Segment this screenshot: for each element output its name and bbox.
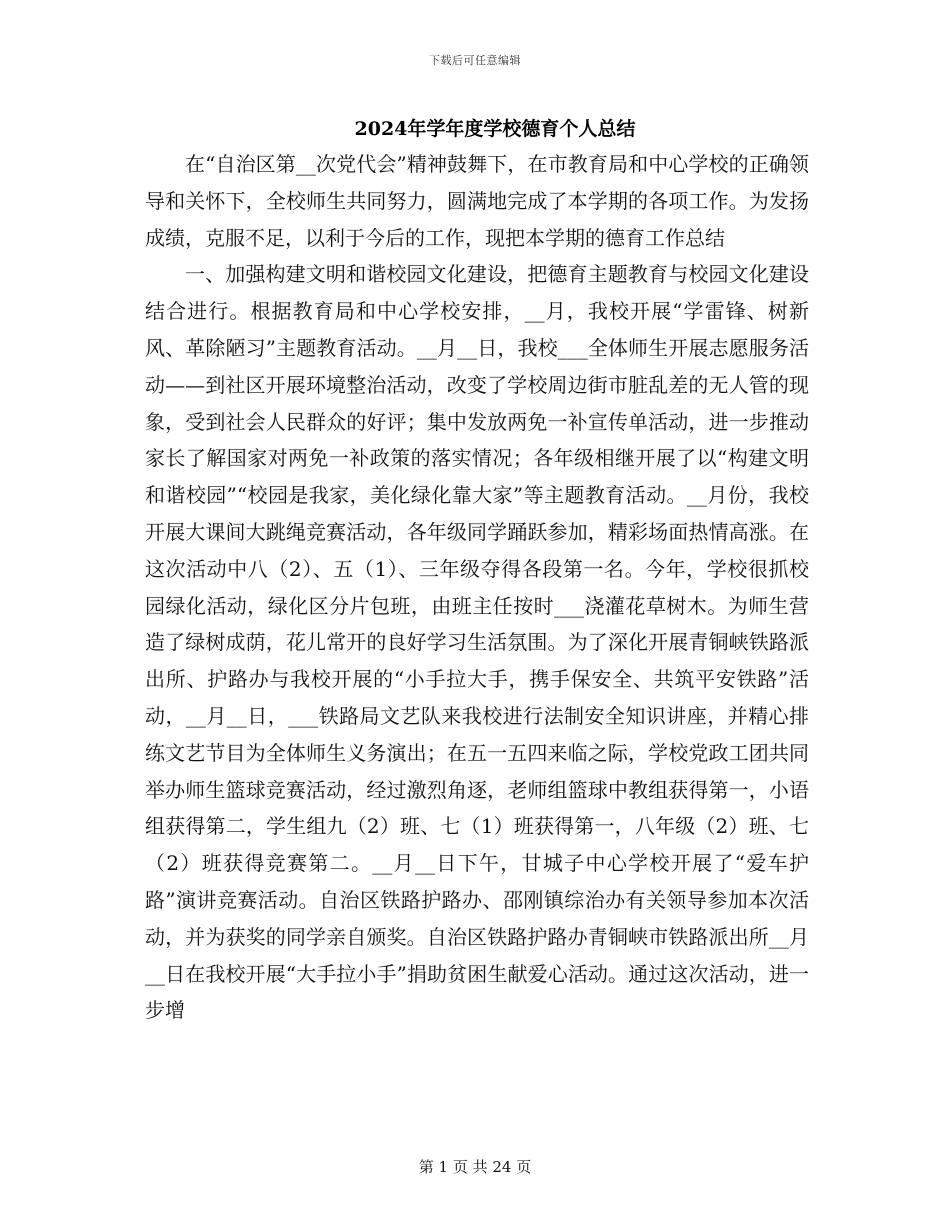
body-paragraph-section-one: 一、加强构建文明和谐校园文化建设，把德育主题教育与校园文化建设结合进行。根据教育局和中心学校安排，__月，我校开展“学雷锋、树新风、革除陋习”主题教育活动。__月__日，我校___全体师生开展志愿服务活动——到社区开展环境整治活动，改变了学校周边街市脏乱差的无人管的现象，受到社会人民群众的好评；集中发放两免一补宣传单活动，进一步推动家长了解国家对两免一补政策的落实情况；各年级相继开展了以“构建文明和谐校园”“校园是我家，美化绿化靠大家”等主题教育活动。__月份，我校开展大课间大跳绳竞赛活动，各年级同学踊跃参加，精彩场面热情高涨。在这次活动中八（2）、五（1）、三年级夺得各段第一名。今年，学校很抓校园绿化活动，绿化区分片包班，由班主任按时___浇灌花草树木。为师生营造了绿树成荫，花儿常开的良好学习生活氛围。为了深化开展青铜峡铁路派出所、护路办与我校开展的“小手拉大手，携手保安全、共筑平安铁路”活动，__月__日，___铁路局文艺队来我校进行法制安全知识讲座，并精心排练文艺节目为全体师生义务演出；在五一五四来临之际，学校党政工团共同举办师生篮球竞赛活动，经过激烈角逐，老师组篮球中教组获得第一，小语组获得第二，学生组九（2）班、七（1）班获得第一，八年级（2）班、七（2）班获得竞赛第二。__月__日下午，甘城子中心学校开展了“爱车护路”演讲竞赛活动。自治区铁路护路办、邵刚镇综治办有关领导参加本次活动，并为获奖的同学亲自颁奖。自治区铁路护路办青铜峡市铁路派出所__月__日在我校开展“大手拉小手”捐助贫困生献爱心活动。通过这次活动，进一步增: [145, 262, 809, 1023]
page-number-footer: 第 1 页 共 24 页: [418, 1158, 532, 1176]
document-title: 2024年学年度学校德育个人总结: [354, 118, 636, 140]
body-paragraph-intro: 在“自治区第__次党代会”精神鼓舞下，在市教育局和中心学校的正确领导和关怀下，全校师生共同努力，圆满地完成了本学期的各项工作。为发扬成绩，克服不足，以利于今后的工作，现把本学期的德育工作总结: [145, 152, 809, 250]
document-body: [145, 146, 809, 1029]
page-header-note: 下载后可任意编辑: [429, 54, 521, 67]
